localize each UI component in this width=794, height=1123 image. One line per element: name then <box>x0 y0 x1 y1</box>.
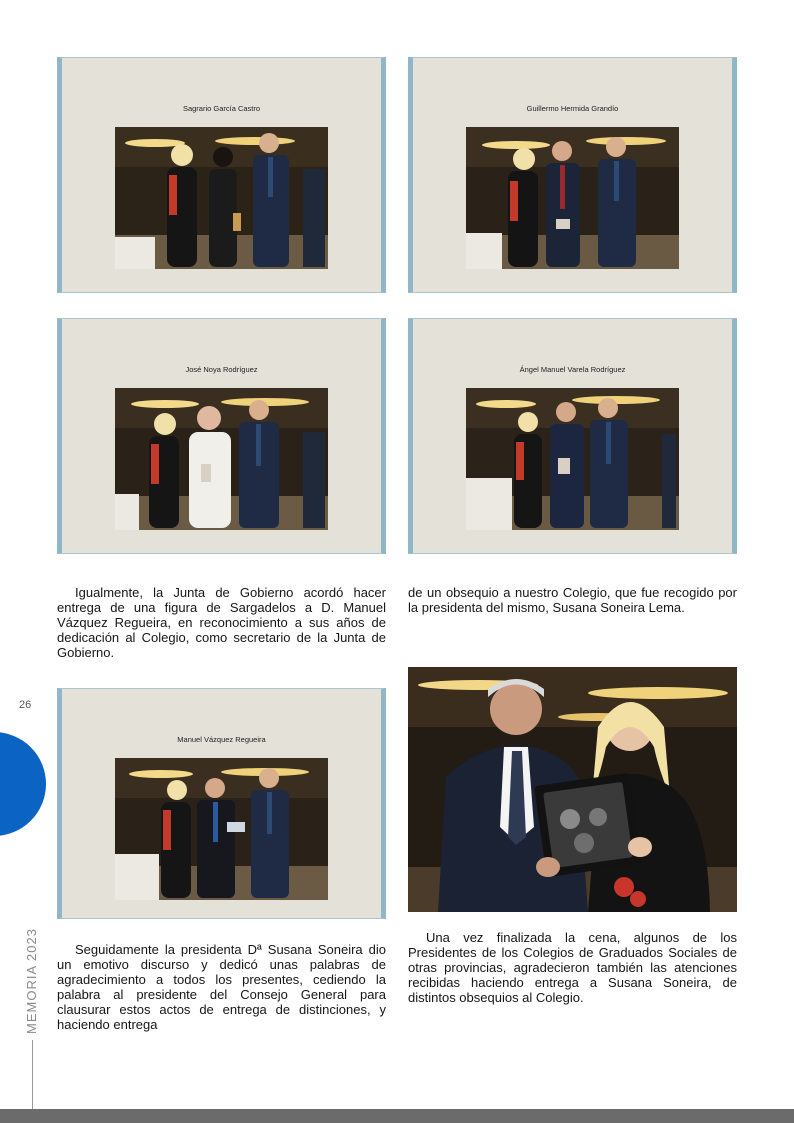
paragraph-dinner-gifts: Una vez finalizada la cena, algunos de los Presidentes de los Colegios de Graduados Sociales de otras provincias, agradecieron también las atenciones recibidas haciendo entrega a Susana Soneira, de distintos obsequios al Colegio. <box>408 930 737 1005</box>
paragraph-sargadelos-figure: Igualmente, la Junta de Gobierno acordó hacer entrega de una figura de Sargadelos a D. Manuel Vázquez Regueira, en reconocimiento a sus años de dedicación al Colegio, como secretario de la Junta de Gobierno. <box>57 585 386 660</box>
side-divider-line <box>32 1040 33 1110</box>
paragraph-college-gift: de un obsequio a nuestro Colegio, que fue recogido por la presidenta del mismo, Susana Soneira Lema. <box>408 585 737 615</box>
side-label: MEMORIA 2023 <box>24 928 39 1034</box>
page-tab-marker <box>0 732 46 836</box>
award-photo <box>115 127 328 269</box>
page-number: 26 <box>19 699 32 711</box>
slide-sagrario-garcia-castro <box>57 57 386 293</box>
slide-title: Ángel Manuel Varela Rodríguez <box>519 365 626 374</box>
slide-title: Sagrario García Castro <box>182 104 261 113</box>
paragraph-president-speech: Seguidamente la presidenta Dª Susana Soneira dio un emotivo discurso y dedicó unas palabras de agradecimiento a todos los presentes, cediendo la palabra al presidente del Consejo General para clausurar estos actos de entrega de distinciones, y haciendo entrega <box>57 942 386 1032</box>
award-photo <box>115 758 328 900</box>
slide-title: Manuel Vázquez Regueira <box>177 735 266 744</box>
slide-title: José Noya Rodríguez <box>185 365 258 374</box>
slide-manuel-vazquez-regueira <box>57 688 386 919</box>
footer-bar <box>0 1109 794 1123</box>
slide-jose-noya-rodriguez <box>57 318 386 554</box>
slide-angel-manuel-varela-rodriguez <box>408 318 737 554</box>
gift-presentation-photo <box>408 667 737 912</box>
award-photo <box>466 127 679 269</box>
slide-guillermo-hermida-grandio <box>408 57 737 293</box>
award-photo <box>466 388 679 530</box>
award-photo <box>115 388 328 530</box>
slide-title: Guillermo Hermida Grandío <box>526 104 619 113</box>
